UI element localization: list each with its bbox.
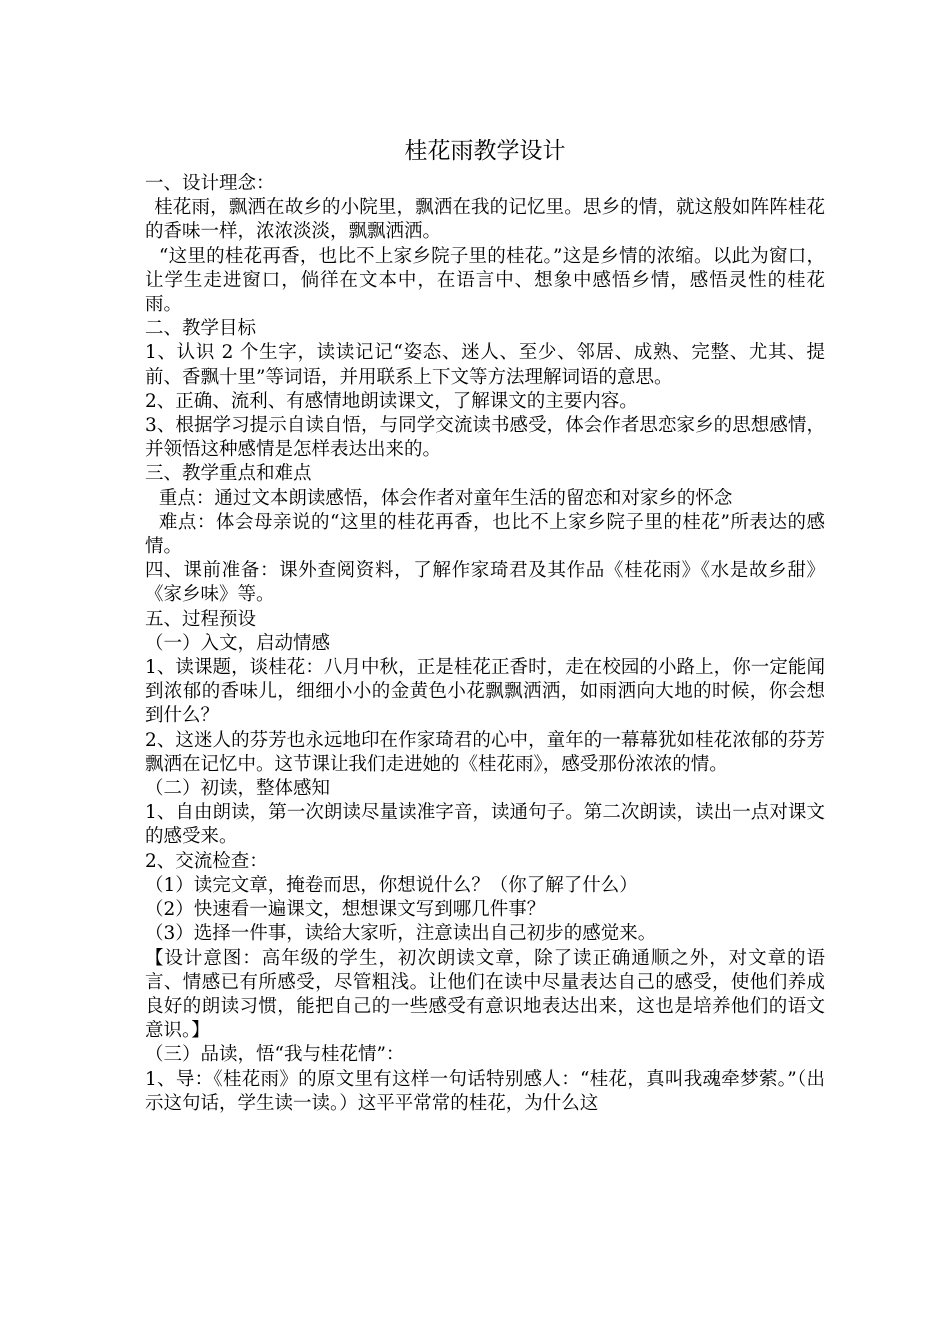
section-heading-teaching-goals: 二、教学目标	[145, 318, 257, 340]
list-item: （1）读完文章，掩卷而思，你想说什么？（你了解了什么）	[145, 874, 638, 896]
paragraph: 桂花雨，飘洒在故乡的小院里，飘洒在我的记忆里。思乡的情，就这般如阵阵桂花的香味一样，浓浓淡淡，飘飘洒洒。	[145, 197, 825, 243]
list-item: （3）选择一件事，读给大家听，注意读出自己初步的感觉来。	[145, 923, 657, 945]
paragraph: 2、交流检查：	[145, 850, 268, 872]
section-heading-key-points: 三、教学重点和难点	[145, 463, 312, 485]
list-item: （2）快速看一遍课文，想想课文写到哪几件事？	[145, 899, 546, 921]
paragraph: 1、导：《桂花雨》的原文里有这样一句话特别感人：“桂花，真叫我魂牵梦萦。”（出示这句话，学生读一读。）这平平常常的桂花，为什么这	[145, 1068, 825, 1114]
paragraph: 1、自由朗读，第一次朗读尽量读准字音，读通句子。第二次朗读，读出一点对课文的感受来。	[145, 802, 825, 848]
document-page	[145, 134, 825, 1116]
paragraph: 2、这迷人的芬芳也永远地印在作家琦君的心中，童年的一幕幕犹如桂花浓郁的芬芳飘洒在记忆中。这节课让我们走进她的《桂花雨》，感受那份浓浓的情。	[145, 729, 825, 775]
paragraph: 难点：体会母亲说的“这里的桂花再香，也比不上家乡院子里的桂花”所表达的感情。	[145, 511, 825, 558]
section-heading-process: 五、过程预设	[145, 608, 257, 630]
paragraph: 2、正确、流利、有感情地朗读课文，了解课文的主要内容。	[145, 390, 638, 412]
paragraph: “这里的桂花再香，也比不上家乡院子里的桂花。”这是乡情的浓缩。以此为窗口，让学生走进窗口，倘徉在文本中，在语言中、想象中感悟乡情，感悟灵性的桂花雨。	[145, 245, 825, 316]
subsection-heading: （一）入文，启动情感	[145, 632, 331, 654]
subsection-heading: （三）品读，悟“我与桂花情”：	[145, 1044, 405, 1066]
section-heading-design-concept: 一、设计理念：	[145, 173, 275, 194]
paragraph: 3、根据学习提示自读自悟，与同学交流读书感受，体会作者思恋家乡的思想感情，并领悟这种感情是怎样表达出来的。	[145, 415, 825, 461]
paragraph: 1、认识 2 个生字，读读记记“姿态、迷人、至少、邻居、成熟、完整、尤其、提前、香飘十里”等词语，并用联系上下文等方法理解词语的意思。	[145, 342, 825, 388]
section-heading-preparation: 四、课前准备：课外查阅资料，了解作家琦君及其作品《桂花雨》《水是故乡甜》《家乡味》等。	[145, 560, 825, 606]
paragraph: 重点：通过文本朗读感悟，体会作者对童年生活的留恋和对家乡的怀念	[158, 487, 733, 509]
paragraph: 1、读课题，谈桂花：八月中秋，正是桂花正香时，走在校园的小路上，你一定能闻到浓郁的香味儿，细细小小的金黄色小花飘飘洒洒，如雨洒向大地的时候，你会想到什么？	[145, 657, 825, 727]
document-title: 桂花雨教学设计	[404, 138, 566, 164]
design-intent-note: 【设计意图：高年级的学生，初次朗读文章，除了读正确通顺之外，对文章的语言、情感已有所感受，尽管粗浅。让他们在读中尽量表达自己的感受，使他们养成良好的朗读习惯，能把自己的一些感受有意识地表达出来，这也是培养他们的语文意识。】	[145, 947, 825, 1042]
subsection-heading: （二）初读，整体感知	[145, 778, 331, 800]
